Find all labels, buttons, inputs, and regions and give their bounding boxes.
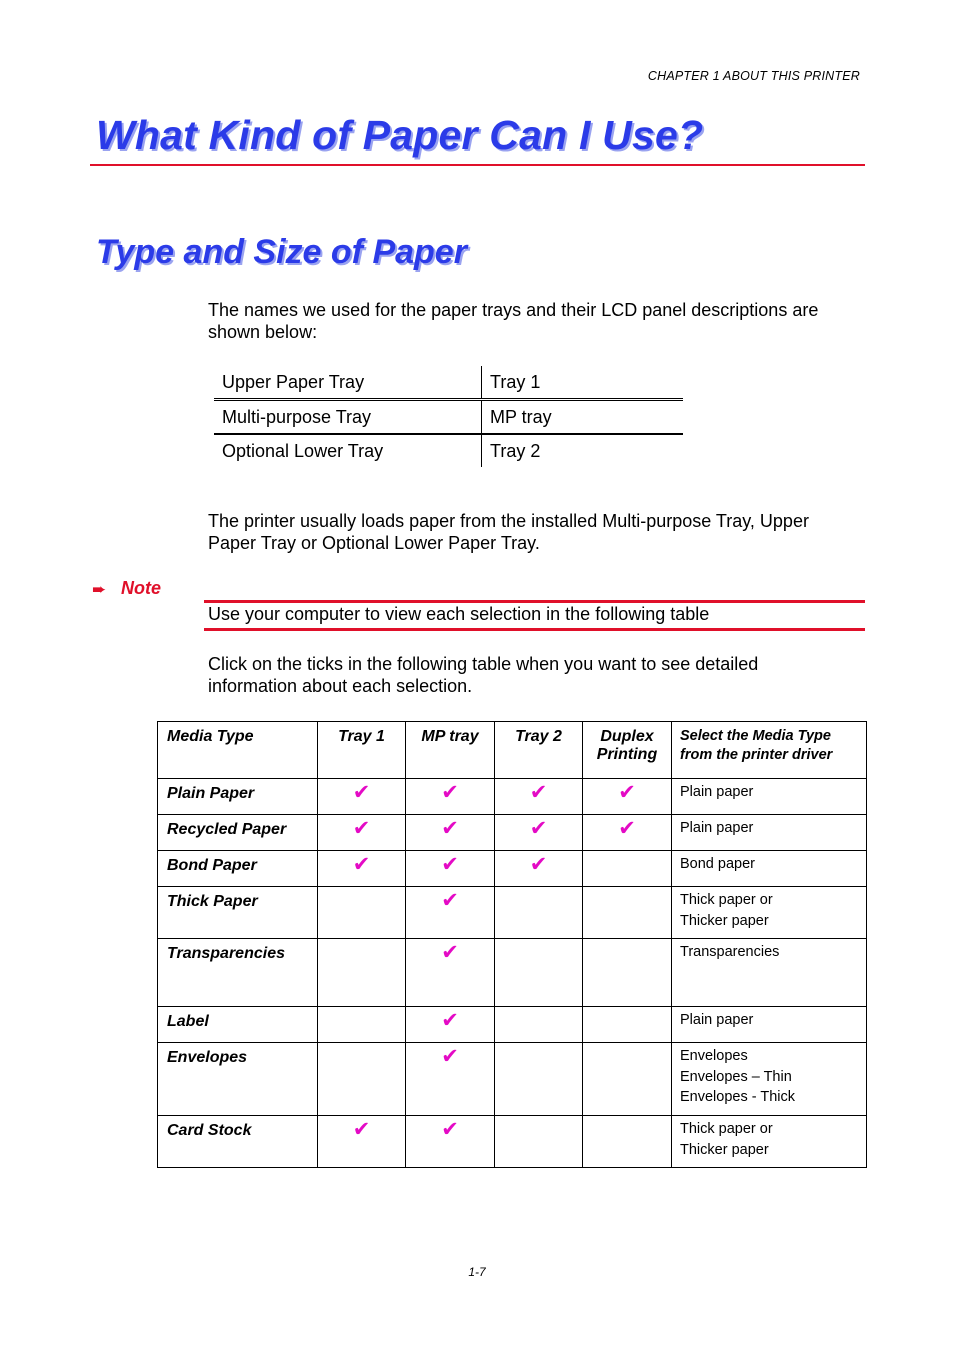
driver-setting-line: Thicker paper: [680, 912, 769, 929]
media-type-cell: Plain Paper: [158, 779, 318, 815]
intro-line-1: The names we used for the paper trays and their LCD panel descriptions are: [208, 300, 819, 320]
header-duplex-line-2: Printing: [596, 746, 658, 763]
header-driver-line-1: Select the Media Type: [680, 728, 831, 744]
table-row: [158, 815, 867, 851]
header-tray1: Tray 1: [318, 722, 406, 779]
tray1-tick-icon[interactable]: ✔: [318, 815, 406, 851]
tray-name: Upper Paper Tray: [214, 366, 482, 400]
media-type-cell: Envelopes: [158, 1043, 318, 1116]
intro-line-2: shown below:: [208, 322, 318, 342]
driver-setting-line: Plain paper: [680, 784, 754, 800]
mp-tick-icon[interactable]: ✔: [406, 779, 495, 815]
table-row: [158, 779, 867, 815]
note-text: Use your computer to view each selection in the following table: [208, 604, 710, 624]
tray1-tick-icon: [318, 939, 406, 1007]
duplex-tick-icon: [583, 887, 672, 939]
driver-setting-line: Bond paper: [680, 856, 755, 872]
tray-row: [214, 366, 683, 400]
tray-lcd: Tray 1: [482, 366, 684, 400]
tray2-tick-icon: [495, 1043, 583, 1116]
mp-tick-icon[interactable]: ✔: [406, 851, 495, 887]
tray-lcd: MP tray: [482, 400, 684, 435]
loads-line-1: The printer usually loads paper from the installed Multi-purpose Tray, Upper: [208, 511, 809, 531]
tray2-tick-icon: [495, 1007, 583, 1043]
media-type-cell: Transparencies: [158, 939, 318, 1007]
section-title: Type and Size of Paper: [96, 233, 467, 271]
header-mp-tray: MP tray: [406, 722, 495, 779]
driver-setting-cell: [672, 779, 867, 815]
note-rule-top: [204, 600, 865, 603]
tray2-tick-icon: [495, 1116, 583, 1168]
media-type-table: [157, 721, 867, 1168]
intro-paragraph: [208, 299, 888, 343]
tray1-tick-icon[interactable]: ✔: [318, 779, 406, 815]
tray-name: Multi-purpose Tray: [214, 400, 482, 435]
chapter-header: CHAPTER 1 ABOUT THIS PRINTER: [647, 69, 860, 83]
duplex-tick-icon[interactable]: ✔: [583, 779, 672, 815]
duplex-tick-icon: [583, 939, 672, 1007]
tray1-tick-icon: [318, 1043, 406, 1116]
table-header-row: [158, 722, 867, 779]
click-paragraph: [208, 653, 888, 697]
driver-setting-line: Envelopes: [680, 1048, 748, 1064]
driver-setting-cell: [672, 815, 867, 851]
tray-name: Optional Lower Tray: [214, 434, 482, 467]
driver-setting-cell: [672, 1116, 867, 1168]
mp-tick-icon[interactable]: ✔: [406, 1043, 495, 1116]
note-arrow-icon: ➨: [92, 580, 107, 599]
page-title: What Kind of Paper Can I Use?: [96, 112, 704, 158]
duplex-tick-icon: [583, 1116, 672, 1168]
media-type-cell: Card Stock: [158, 1116, 318, 1168]
table-row: [158, 887, 867, 939]
driver-setting-cell: [672, 851, 867, 887]
driver-setting-cell: [672, 1043, 867, 1116]
tray1-tick-icon: [318, 1007, 406, 1043]
tray-names-table: [214, 366, 683, 467]
click-line-2: information about each selection.: [208, 676, 473, 696]
driver-setting-cell: [672, 939, 867, 1007]
tray-lcd: Tray 2: [490, 440, 541, 461]
driver-setting-line: Plain paper: [680, 1012, 754, 1028]
driver-setting-cell: [672, 1007, 867, 1043]
driver-setting-line: Transparencies: [680, 944, 780, 960]
header-media-type: Media Type: [158, 722, 318, 779]
media-type-cell: Label: [158, 1007, 318, 1043]
driver-setting-line: Plain paper: [680, 820, 754, 836]
driver-setting-line: Thicker paper: [680, 1141, 769, 1158]
mp-tick-icon[interactable]: ✔: [406, 815, 495, 851]
page-number: 1-7: [468, 1265, 486, 1279]
click-line-1: Click on the ticks in the following table when you want to see detailed: [208, 654, 759, 674]
header-tray2: Tray 2: [495, 722, 583, 779]
table-row: [158, 939, 867, 1007]
header-driver: [672, 722, 867, 779]
media-type-cell: Thick Paper: [158, 887, 318, 939]
tray2-tick-icon: [495, 887, 583, 939]
mp-tick-icon[interactable]: ✔: [406, 939, 495, 1007]
mp-tick-icon[interactable]: ✔: [406, 1116, 495, 1168]
header-duplex: [583, 722, 672, 779]
tray2-tick-icon[interactable]: ✔: [495, 779, 583, 815]
duplex-tick-icon: [583, 851, 672, 887]
header-driver-line-2: from the printer driver: [680, 747, 833, 763]
table-row: [158, 1116, 867, 1168]
table-row: [158, 851, 867, 887]
tray2-tick-icon[interactable]: ✔: [495, 815, 583, 851]
media-type-cell: Bond Paper: [158, 851, 318, 887]
duplex-tick-icon: [583, 1007, 672, 1043]
duplex-tick-icon: [583, 1043, 672, 1116]
tray2-tick-icon[interactable]: ✔: [495, 851, 583, 887]
loads-paragraph: [208, 510, 888, 554]
driver-setting-line: Envelopes - Thick: [680, 1089, 795, 1105]
driver-setting-cell: [672, 887, 867, 939]
note-label: Note: [121, 578, 161, 598]
tray-row: [214, 434, 683, 467]
title-underline: [90, 164, 865, 166]
tray1-tick-icon: [318, 887, 406, 939]
duplex-tick-icon[interactable]: ✔: [583, 815, 672, 851]
table-row: [158, 1043, 867, 1116]
driver-setting-line: Thick paper or: [680, 1121, 773, 1137]
mp-tick-icon[interactable]: ✔: [406, 887, 495, 939]
driver-setting-line: Envelopes – Thin: [680, 1068, 792, 1085]
driver-setting-line: Thick paper or: [680, 892, 773, 908]
tray2-tick-icon: [495, 939, 583, 1007]
header-duplex-line-1: Duplex: [600, 728, 654, 745]
tray1-tick-icon[interactable]: ✔: [318, 851, 406, 887]
loads-line-2: Paper Tray or Optional Lower Paper Tray.: [208, 533, 540, 553]
tray1-tick-icon[interactable]: ✔: [318, 1116, 406, 1168]
note-rule-bottom: [204, 628, 865, 631]
tray-row: [214, 400, 683, 435]
media-type-cell: Recycled Paper: [158, 815, 318, 851]
table-row: [158, 1007, 867, 1043]
mp-tick-icon[interactable]: ✔: [406, 1007, 495, 1043]
